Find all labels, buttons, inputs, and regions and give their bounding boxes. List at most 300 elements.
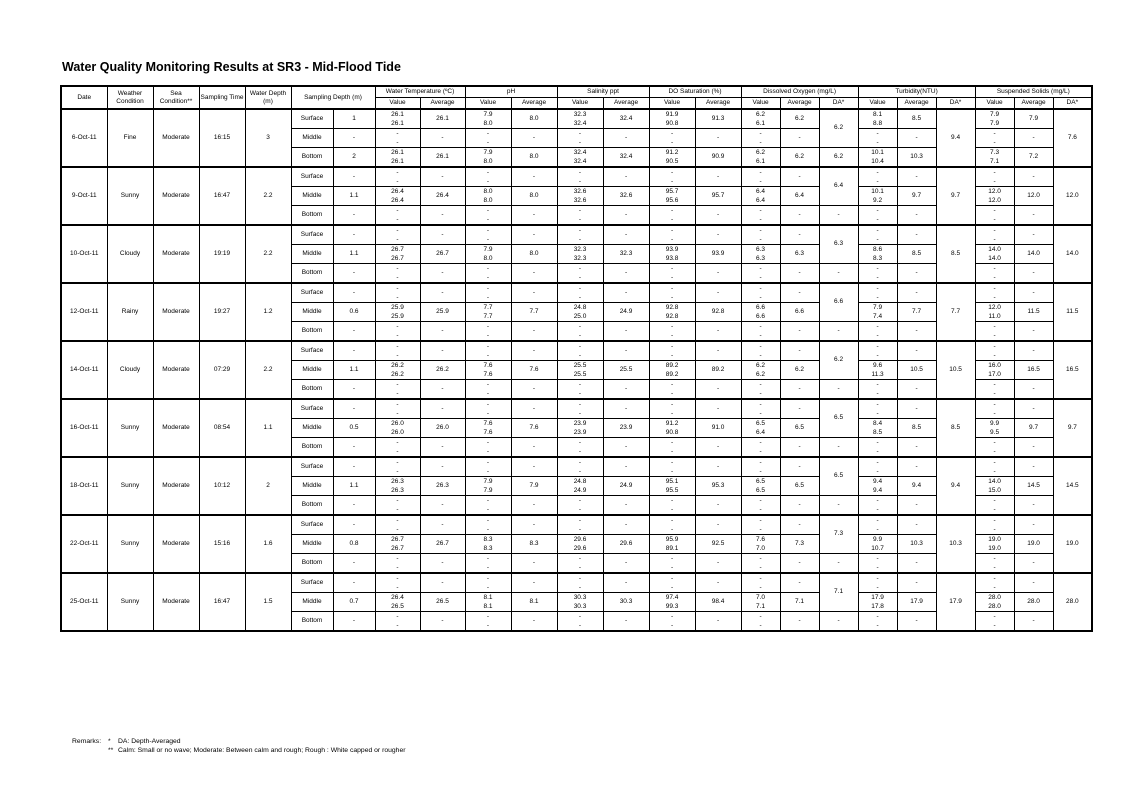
do-value-cell-reading: 6.5 (756, 420, 766, 427)
salinity-value-cell-reading: - (578, 613, 582, 620)
ph-value-cell-reading: - (486, 555, 490, 562)
turbidity-average-cell: 10.3 (897, 535, 936, 554)
turbidity-value-cell-reading: 8.3 (873, 255, 883, 262)
temperature-value-cell-reading: 26.2 (391, 362, 404, 369)
sampling-depth-cell: 1.1 (333, 361, 375, 380)
suspended-solids-value-cell-reading: - (993, 169, 996, 176)
suspended-solids-value-cell-reading: - (993, 506, 996, 513)
salinity-value-cell (557, 264, 603, 284)
ph-value-cell (465, 245, 511, 264)
salinity-value-cell-reading: 32.6 (573, 188, 587, 195)
sampling-depth-cell: - (333, 167, 375, 187)
do-value-cell (741, 148, 780, 168)
suspended-solids-average-cell: - (1014, 457, 1053, 477)
ph-value-cell-reading: 7.9 (483, 111, 493, 118)
do-da-bottom-cell: - (819, 438, 858, 458)
ph-average-cell: - (511, 554, 557, 574)
ph-value-cell (465, 167, 511, 187)
ph-average-cell: - (511, 341, 557, 361)
do-saturation-value-cell-reading: - (670, 468, 674, 475)
ph-value-cell (465, 225, 511, 245)
do-value-cell-reading: 6.2 (756, 111, 766, 118)
table-row (61, 109, 1092, 129)
ph-average-cell: - (511, 129, 557, 148)
do-average-cell: - (780, 496, 819, 516)
do-saturation-value-cell-reading: - (670, 352, 674, 359)
ph-average-cell: - (511, 206, 557, 226)
turbidity-value-cell-reading: 17.8 (871, 603, 884, 610)
suspended-solids-value-cell (975, 380, 1014, 400)
suspended-solids-average-cell: - (1014, 573, 1053, 593)
do-value-cell-reading: - (759, 468, 762, 475)
do-saturation-value-cell (649, 477, 695, 496)
turbidity-value-cell-reading: - (876, 274, 879, 281)
salinity-value-cell-reading: - (578, 216, 582, 223)
do-saturation-average-cell: 93.9 (695, 245, 741, 264)
salinity-value-cell (557, 515, 603, 535)
turbidity-value-cell-reading: - (876, 139, 879, 146)
turbidity-value-cell-reading: 10.1 (871, 149, 884, 156)
subheader-value: Value (858, 98, 897, 110)
do-average-cell: - (780, 341, 819, 361)
header-group-ph: pH (465, 86, 557, 98)
salinity-average-cell: - (603, 380, 649, 400)
do-value-cell (741, 438, 780, 458)
temperature-value-cell-reading: 26.7 (391, 255, 404, 262)
turbidity-average-cell: 9.7 (897, 187, 936, 206)
sampling-depth-cell: 1.1 (333, 187, 375, 206)
salinity-average-cell: 32.4 (603, 148, 649, 168)
turbidity-value-cell (858, 303, 897, 322)
salinity-average-cell: 24.9 (603, 303, 649, 322)
ph-average-cell: 8.3 (511, 535, 557, 554)
header-date: Date (61, 86, 107, 109)
salinity-value-cell (557, 399, 603, 419)
turbidity-average-cell: - (897, 438, 936, 458)
do-saturation-value-cell-reading: - (670, 274, 674, 281)
do-saturation-value-cell-reading: - (670, 517, 674, 524)
subheader-average: Average (1014, 98, 1053, 110)
do-average-cell: - (780, 283, 819, 303)
salinity-value-cell-reading: 24.8 (573, 478, 587, 485)
ph-value-cell-reading: 7.6 (483, 429, 493, 436)
do-saturation-value-cell-reading: - (670, 622, 674, 629)
do-value-cell-reading: - (759, 323, 762, 330)
do-saturation-average-cell: - (695, 322, 741, 342)
weather-cell: Cloudy (107, 341, 153, 399)
do-saturation-value-cell-reading: - (670, 139, 674, 146)
suspended-solids-value-cell-reading: - (993, 622, 996, 629)
temperature-average-cell: - (420, 264, 465, 284)
salinity-value-cell-reading: - (578, 178, 582, 185)
temperature-value-cell-reading: - (396, 207, 399, 214)
water-depth-cell: 1.1 (245, 399, 291, 457)
salinity-value-cell (557, 303, 603, 322)
salinity-value-cell-reading: - (578, 584, 582, 591)
ph-average-cell: - (511, 612, 557, 632)
do-value-cell (741, 245, 780, 264)
do-saturation-average-cell: - (695, 438, 741, 458)
do-saturation-value-cell-reading: - (670, 294, 674, 301)
table-row (61, 457, 1092, 477)
salinity-value-cell-reading: - (578, 390, 582, 397)
turbidity-value-cell (858, 380, 897, 400)
temperature-value-cell (375, 148, 420, 168)
suspended-solids-value-cell-reading: - (993, 236, 996, 243)
do-saturation-value-cell (649, 129, 695, 148)
do-saturation-value-cell (649, 515, 695, 535)
temperature-average-cell: - (420, 515, 465, 535)
salinity-average-cell: - (603, 167, 649, 187)
suspended-solids-value-cell-reading: - (993, 139, 996, 146)
turbidity-average-cell: 7.7 (897, 303, 936, 322)
do-value-cell-reading: - (759, 236, 762, 243)
suspended-solids-da-cell: 9.7 (1053, 399, 1092, 457)
do-value-cell-reading: 6.2 (756, 149, 766, 156)
do-da-cell: 6.5 (819, 399, 858, 438)
salinity-average-cell: - (603, 322, 649, 342)
temperature-average-cell: - (420, 612, 465, 632)
salinity-value-cell-reading: - (578, 575, 582, 582)
temperature-value-cell-reading: - (396, 178, 399, 185)
turbidity-da-cell: 9.4 (936, 457, 975, 515)
suspended-solids-value-cell-reading: - (993, 401, 996, 408)
salinity-value-cell (557, 341, 603, 361)
date-cell: 18-Oct-11 (61, 457, 107, 515)
sampling-level-cell: Surface (291, 167, 333, 187)
do-saturation-value-cell (649, 554, 695, 574)
suspended-solids-value-cell-reading: - (993, 343, 996, 350)
suspended-solids-value-cell-reading: - (993, 216, 996, 223)
suspended-solids-value-cell-reading: 19.0 (988, 545, 1001, 552)
sampling-level-cell: Middle (291, 535, 333, 554)
sampling-depth-cell: - (333, 129, 375, 148)
turbidity-average-cell: - (897, 225, 936, 245)
sampling-time-cell: 10:12 (199, 457, 245, 515)
subheader-value: Value (465, 98, 511, 110)
temperature-average-cell: - (420, 206, 465, 226)
salinity-average-cell: 24.9 (603, 477, 649, 496)
suspended-solids-average-cell: 14.0 (1014, 245, 1053, 264)
do-saturation-value-cell-reading: 92.8 (665, 313, 679, 320)
turbidity-value-cell (858, 341, 897, 361)
do-value-cell-reading: - (759, 216, 762, 223)
do-saturation-value-cell-reading: 95.5 (665, 487, 679, 494)
suspended-solids-value-cell-reading: 14.0 (988, 255, 1001, 262)
sampling-depth-cell: - (333, 380, 375, 400)
date-cell: 22-Oct-11 (61, 515, 107, 573)
ph-value-cell-reading: 7.9 (483, 487, 493, 494)
salinity-average-cell: - (603, 283, 649, 303)
water-depth-cell: 3 (245, 109, 291, 167)
salinity-average-cell: - (603, 496, 649, 516)
ph-average-cell: - (511, 399, 557, 419)
do-saturation-value-cell-reading: - (670, 506, 674, 513)
suspended-solids-value-cell (975, 399, 1014, 419)
temperature-average-cell: - (420, 283, 465, 303)
salinity-value-cell (557, 129, 603, 148)
salinity-average-cell: - (603, 264, 649, 284)
turbidity-value-cell-reading: - (876, 169, 879, 176)
remark-text: DA: Depth-Averaged (118, 738, 181, 745)
do-value-cell-reading: 6.3 (756, 246, 766, 253)
table-row (61, 573, 1092, 593)
sampling-time-cell: 08:54 (199, 399, 245, 457)
salinity-value-cell-reading: 32.4 (573, 120, 587, 127)
do-value-cell-reading: - (759, 274, 762, 281)
ph-value-cell-reading: - (486, 506, 490, 513)
sampling-level-cell: Middle (291, 245, 333, 264)
do-saturation-value-cell (649, 303, 695, 322)
temperature-value-cell-reading: 26.3 (391, 487, 404, 494)
temperature-value-cell-reading: - (396, 497, 399, 504)
sampling-depth-cell: - (333, 206, 375, 226)
temperature-average-cell: - (420, 380, 465, 400)
do-saturation-value-cell-reading: - (670, 390, 674, 397)
salinity-value-cell (557, 245, 603, 264)
temperature-value-cell-reading: 26.7 (391, 536, 404, 543)
temperature-value-cell-reading: 26.1 (391, 120, 404, 127)
do-value-cell-reading: - (759, 613, 762, 620)
salinity-value-cell (557, 283, 603, 303)
turbidity-average-cell: - (897, 206, 936, 226)
suspended-solids-average-cell: - (1014, 129, 1053, 148)
sampling-level-cell: Surface (291, 573, 333, 593)
remark-text: Calm: Small or no wave; Moderate: Between calm and rough; Rough : White capped or rougher (118, 747, 406, 754)
suspended-solids-value-cell (975, 167, 1014, 187)
do-saturation-value-cell (649, 361, 695, 380)
suspended-solids-value-cell-reading: - (993, 390, 996, 397)
temperature-average-cell: 26.0 (420, 419, 465, 438)
salinity-average-cell: - (603, 457, 649, 477)
do-saturation-value-cell-reading: - (670, 265, 674, 272)
do-da-bottom-cell: - (819, 612, 858, 632)
salinity-value-cell-reading: - (578, 323, 582, 330)
do-saturation-value-cell-reading: 92.8 (665, 304, 679, 311)
ph-value-cell-reading: - (486, 390, 490, 397)
weather-cell: Cloudy (107, 225, 153, 283)
salinity-value-cell-reading: - (578, 139, 582, 146)
do-saturation-average-cell: 89.2 (695, 361, 741, 380)
salinity-value-cell-reading: - (578, 294, 582, 301)
ph-average-cell: 7.7 (511, 303, 557, 322)
temperature-value-cell-reading: - (396, 274, 399, 281)
page-title: Water Quality Monitoring Results at SR3 - Mid-Flood Tide (62, 60, 401, 74)
do-value-cell (741, 457, 780, 477)
suspended-solids-average-cell: 9.7 (1014, 419, 1053, 438)
do-saturation-value-cell-reading: 91.9 (665, 111, 679, 118)
suspended-solids-average-cell: - (1014, 496, 1053, 516)
salinity-average-cell: - (603, 438, 649, 458)
do-saturation-average-cell: - (695, 457, 741, 477)
suspended-solids-value-cell-reading: 16.0 (988, 362, 1001, 369)
suspended-solids-value-cell-reading: - (993, 227, 996, 234)
ph-value-cell-reading: - (486, 216, 490, 223)
do-value-cell-reading: 6.4 (756, 188, 766, 195)
subheader-average: Average (695, 98, 741, 110)
do-saturation-value-cell-reading: 99.3 (665, 603, 679, 610)
temperature-value-cell-reading: - (396, 323, 399, 330)
header-time: Sampling Time (199, 86, 245, 109)
turbidity-average-cell: - (897, 496, 936, 516)
salinity-value-cell (557, 361, 603, 380)
do-saturation-average-cell: - (695, 515, 741, 535)
temperature-value-cell-reading: - (396, 613, 399, 620)
turbidity-value-cell-reading: - (876, 332, 879, 339)
salinity-value-cell-reading: 32.3 (573, 255, 587, 262)
turbidity-average-cell: - (897, 573, 936, 593)
do-saturation-value-cell-reading: 90.8 (665, 429, 679, 436)
ph-value-cell (465, 187, 511, 206)
turbidity-value-cell-reading: - (876, 130, 879, 137)
turbidity-average-cell: - (897, 612, 936, 632)
ph-value-cell (465, 341, 511, 361)
turbidity-value-cell (858, 361, 897, 380)
suspended-solids-value-cell-reading: - (993, 555, 996, 562)
do-value-cell (741, 419, 780, 438)
salinity-value-cell-reading: - (578, 555, 582, 562)
water-depth-cell: 2 (245, 457, 291, 515)
do-saturation-value-cell (649, 206, 695, 226)
do-saturation-value-cell-reading: 95.7 (665, 188, 679, 195)
salinity-average-cell: 29.6 (603, 535, 649, 554)
salinity-value-cell-reading: - (578, 381, 582, 388)
do-value-cell-reading: - (759, 207, 762, 214)
remarks-label: Remarks: (72, 738, 102, 745)
suspended-solids-value-cell-reading: 19.0 (988, 536, 1001, 543)
sampling-depth-cell: - (333, 612, 375, 632)
sea-condition-cell: Moderate (153, 399, 199, 457)
ph-value-cell (465, 322, 511, 342)
suspended-solids-value-cell-reading: - (993, 178, 996, 185)
ph-value-cell-reading: - (486, 497, 490, 504)
do-saturation-value-cell-reading: - (670, 236, 674, 243)
salinity-value-cell-reading: - (578, 564, 582, 571)
turbidity-da-cell: 7.7 (936, 283, 975, 341)
turbidity-value-cell-reading: - (876, 227, 879, 234)
do-saturation-value-cell-reading: - (670, 555, 674, 562)
suspended-solids-value-cell-reading: - (993, 459, 996, 466)
do-value-cell-reading: - (759, 584, 762, 591)
do-value-cell (741, 109, 780, 129)
temperature-value-cell-reading: 26.4 (391, 197, 404, 204)
temperature-average-cell: 26.1 (420, 109, 465, 129)
do-saturation-value-cell (649, 264, 695, 284)
salinity-value-cell-reading: 32.3 (573, 111, 587, 118)
turbidity-value-cell-reading: 8.4 (873, 420, 883, 427)
turbidity-average-cell: 8.5 (897, 109, 936, 129)
suspended-solids-value-cell-reading: 14.0 (988, 246, 1001, 253)
salinity-value-cell-reading: 32.3 (573, 246, 587, 253)
suspended-solids-value-cell-reading: - (993, 497, 996, 504)
turbidity-value-cell-reading: 8.8 (873, 120, 883, 127)
ph-value-cell (465, 264, 511, 284)
do-value-cell (741, 167, 780, 187)
temperature-value-cell-reading: - (396, 564, 399, 571)
do-saturation-average-cell: 92.5 (695, 535, 741, 554)
do-average-cell: 6.5 (780, 419, 819, 438)
do-average-cell: 6.2 (780, 109, 819, 129)
do-value-cell (741, 341, 780, 361)
suspended-solids-value-cell-reading: - (993, 274, 996, 281)
suspended-solids-average-cell: - (1014, 225, 1053, 245)
subheader-value: Value (557, 98, 603, 110)
salinity-value-cell-reading: - (578, 459, 582, 466)
turbidity-da-cell: 10.3 (936, 515, 975, 573)
do-value-cell-reading: 6.2 (756, 362, 766, 369)
do-value-cell (741, 322, 780, 342)
do-saturation-value-cell-reading: - (670, 526, 674, 533)
suspended-solids-value-cell-reading: - (993, 410, 996, 417)
salinity-value-cell (557, 167, 603, 187)
do-value-cell-reading: - (759, 401, 762, 408)
do-average-cell: 6.2 (780, 148, 819, 168)
temperature-value-cell (375, 264, 420, 284)
suspended-solids-da-cell: 16.5 (1053, 341, 1092, 399)
date-cell: 14-Oct-11 (61, 341, 107, 399)
salinity-value-cell-reading: - (578, 526, 582, 533)
ph-value-cell (465, 515, 511, 535)
ph-value-cell-reading: - (486, 227, 490, 234)
do-value-cell (741, 477, 780, 496)
sampling-level-cell: Surface (291, 457, 333, 477)
do-value-cell-reading: 7.6 (756, 536, 766, 543)
date-cell: 10-Oct-11 (61, 225, 107, 283)
temperature-average-cell: 26.1 (420, 148, 465, 168)
do-saturation-average-cell: - (695, 399, 741, 419)
sampling-depth-cell: - (333, 264, 375, 284)
suspended-solids-average-cell: - (1014, 612, 1053, 632)
temperature-value-cell (375, 573, 420, 593)
temperature-value-cell (375, 245, 420, 264)
do-saturation-average-cell: 95.7 (695, 187, 741, 206)
temperature-value-cell-reading: - (396, 439, 399, 446)
suspended-solids-value-cell-reading: 28.0 (988, 603, 1001, 610)
ph-average-cell: - (511, 283, 557, 303)
turbidity-average-cell: - (897, 264, 936, 284)
turbidity-value-cell (858, 457, 897, 477)
temperature-value-cell-reading: 26.1 (391, 158, 404, 165)
salinity-value-cell-reading: - (578, 468, 582, 475)
salinity-value-cell (557, 225, 603, 245)
suspended-solids-value-cell-reading: - (993, 584, 996, 591)
ph-value-cell-reading: - (486, 526, 490, 533)
temperature-value-cell-reading: - (396, 555, 399, 562)
salinity-value-cell-reading: - (578, 274, 582, 281)
temperature-average-cell: - (420, 129, 465, 148)
sampling-depth-cell: 1.1 (333, 245, 375, 264)
do-average-cell: - (780, 515, 819, 535)
sampling-level-cell: Bottom (291, 206, 333, 226)
do-saturation-value-cell-reading: 95.9 (665, 536, 679, 543)
ph-value-cell-reading: - (486, 439, 490, 446)
suspended-solids-da-cell: 14.5 (1053, 457, 1092, 515)
do-saturation-average-cell: - (695, 341, 741, 361)
salinity-value-cell (557, 535, 603, 554)
ph-value-cell (465, 129, 511, 148)
do-saturation-value-cell-reading: - (670, 216, 674, 223)
suspended-solids-average-cell: - (1014, 399, 1053, 419)
do-da-bottom-cell: - (819, 264, 858, 284)
salinity-average-cell: 32.4 (603, 109, 649, 129)
temperature-value-cell (375, 303, 420, 322)
turbidity-value-cell-reading: 9.2 (873, 197, 883, 204)
salinity-value-cell (557, 419, 603, 438)
ph-value-cell (465, 148, 511, 168)
temperature-value-cell-reading: - (396, 390, 399, 397)
header-sea: Sea Condition** (153, 86, 199, 109)
subheader-average: Average (511, 98, 557, 110)
